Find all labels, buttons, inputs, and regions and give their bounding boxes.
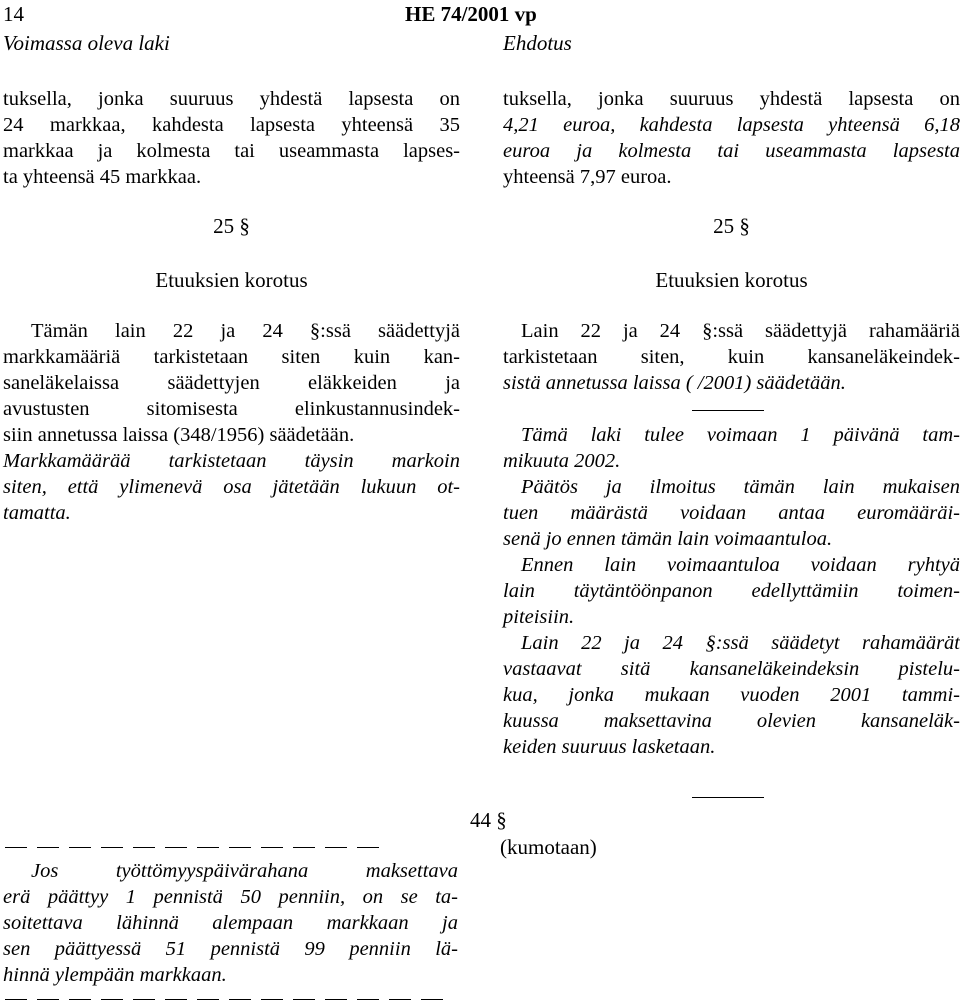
text-line: avustusten sitomisesta elinkustannusindek-: [3, 398, 460, 420]
text-line: Jos työttömyyspäivärahana maksettava: [31, 860, 458, 882]
text-line: mikuuta 2002.: [503, 450, 621, 472]
text-line: Ennen lain voimaantuloa voidaan ryhtyä: [521, 554, 960, 576]
text-line: sistä annetussa laissa ( /2001) säädetään.: [503, 372, 846, 394]
text-line: Tämä laki tulee voimaan 1 päivänä tam-: [521, 424, 960, 446]
section-44-text: (kumotaan): [500, 835, 597, 859]
right-column-title: Ehdotus: [503, 31, 572, 55]
text-line: vastaavat sitä kansaneläkeindeksin pistelu-: [503, 658, 960, 680]
text-line: piteisiin.: [503, 606, 575, 628]
text-line: soitettava lähinnä alempaan markkaan ja: [3, 912, 458, 934]
text-line: yhteensä 7,97 euroa.: [503, 166, 672, 188]
text-line: 4,21 euroa, kahdesta lapsesta yhteensä 6,18: [503, 114, 960, 136]
text-line: Lain 22 ja 24 §:ssä säädettyjä rahamääriä: [521, 320, 960, 342]
text-line: euroa ja kolmesta tai useammasta lapsesta: [503, 140, 960, 162]
document-id: HE 74/2001 vp: [405, 2, 537, 26]
text-line: Tämän lain 22 ja 24 §:ssä säädettyjä: [31, 320, 460, 342]
text-line: sen päättyessä 51 pennistä 99 penniin lä-: [3, 938, 458, 960]
text-line: tuksella, jonka suuruus yhdestä lapsesta on: [3, 88, 460, 110]
text-line: hinnä ylempään markkaan.: [3, 964, 227, 986]
text-line: lain täytäntöönpanon edellyttämiin toimen-: [503, 580, 960, 602]
left-section-title: Etuuksien korotus: [155, 268, 308, 292]
omission-dashes-top: [5, 847, 379, 848]
page-number: 14: [3, 2, 24, 26]
text-line: kua, jonka mukaan vuoden 2001 tammi-: [503, 684, 960, 706]
text-line: keiden suuruus lasketaan.: [503, 736, 716, 758]
text-line: tuksella, jonka suuruus yhdestä lapsesta on: [503, 88, 960, 110]
left-section-number: 25 §: [213, 214, 250, 238]
text-line: 24 markkaa, kahdesta lapsesta yhteensä 35: [3, 114, 460, 136]
text-line: Lain 22 ja 24 §:ssä säädetyt rahamäärät: [521, 632, 960, 654]
text-line: siten, että ylimenevä osa jätetään lukuun ot-: [3, 476, 460, 498]
omission-dashes-bottom: [5, 999, 443, 1000]
text-line: tarkistetaan siten, kuin kansaneläkeindek-: [503, 346, 960, 368]
text-line: tuen määrästä voidaan antaa euromääräi-: [503, 502, 960, 524]
right-intro-paragraph: [503, 86, 960, 190]
text-line: tamatta.: [3, 502, 71, 524]
text-line: siin annetussa laissa (348/1956) säädetään.: [3, 424, 355, 446]
left-bottom-paragraph: [3, 858, 458, 988]
text-line: Markkamäärää tarkistetaan täysin markoin: [3, 450, 460, 472]
right-section-number: 25 §: [713, 214, 750, 238]
left-section-body: [3, 318, 460, 526]
left-column-title: Voimassa oleva laki: [3, 31, 170, 55]
separator-line: [692, 797, 764, 798]
right-section-title: Etuuksien korotus: [655, 268, 808, 292]
text-line: saneläkelaissa säädettyjen eläkkeiden ja: [3, 372, 460, 394]
text-line: Päätös ja ilmoitus tämän lain mukaisen: [521, 476, 960, 498]
text-line: markkamääriä tarkistetaan siten kuin kan-: [3, 346, 460, 368]
text-line: kuussa maksettavina olevien kansaneläk-: [503, 710, 960, 732]
section-44-number: 44 §: [470, 808, 507, 832]
separator-line: [692, 410, 764, 411]
right-section-body: [503, 318, 960, 396]
text-line: markkaa ja kolmesta tai useammasta lapses-: [3, 140, 460, 162]
text-line: ta yhteensä 45 markkaa.: [3, 166, 202, 188]
text-line: erä päättyy 1 pennistä 50 penniin, on se ta-: [3, 886, 458, 908]
right-transition-provisions: [503, 422, 960, 760]
left-intro-paragraph: [3, 86, 460, 190]
text-line: senä jo ennen tämän lain voimaantuloa.: [503, 528, 833, 550]
